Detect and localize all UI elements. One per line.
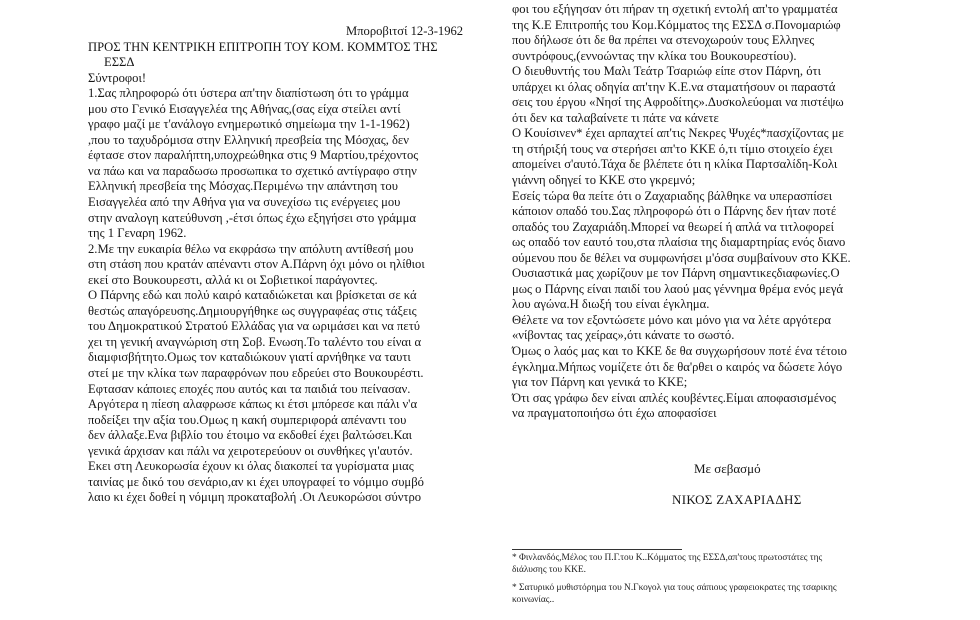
text-line: Ο Πάρνης εδώ και πολύ καιρό καταδιώκεται και βρίσκεται σε κά — [88, 288, 417, 303]
text-line: Θέλετε να τον εξοντώσετε μόνο και μόνο για να λέτε αργότερα — [512, 312, 832, 327]
text-line: υπάρχει κι όλας οδηγία απ'την Κ.Ε.να σταματήσουν οι παραστά — [512, 79, 836, 94]
text-line: ως οπαδό τον εαυτό του,στα πλαίσια της διαμαρτηρίας ενός διανο — [512, 235, 846, 250]
text-line: χει τη γενική αναγνώριση στη Σοβ. Ενωση.Το ταλέντο του είναι α — [88, 334, 422, 349]
text-line: ότι δεν κα ταλαβαίνετε τι πάτε να κάνετε — [512, 110, 719, 125]
closing-phrase: Με σεβασμό — [694, 461, 761, 476]
text-line: ούμενου που δε θέλει να συμφωνήσει μ'όσα συμβαίνουν στο ΚΚΕ. — [512, 250, 851, 265]
footnote-line: διάλυσης του ΚΚΕ. — [512, 565, 586, 575]
text-line: Ελληνική πρεσβεία της Μόσχας.Περιμένω την απάντηση του — [88, 179, 398, 194]
text-line: Εφτασαν κάποιες εποχές που αυτός και τα παιδιά του πείνασαν. — [88, 381, 411, 396]
right-column — [512, 2, 920, 422]
text-line: Εισαγγελέα από την Αθήνα για να συνεχίσω τις ενέργειες μου — [88, 195, 401, 210]
text-line: της 1 Γεναρη 1962. — [88, 226, 187, 241]
text-line: απομείνει σ'αυτό.Τάχα δε βλέπετε ότι η κλίκα Παρτσαλίδη-Κολι — [512, 157, 838, 172]
text-line: Ο Κουίσινεν* έχει αρπαχτεί απ'τις Νεκρες Ψυχές*πασχίζοντας με — [512, 126, 844, 141]
signature: ΝΙΚΟΣ ΖΑΧΑΡΙΑΔΗΣ — [672, 492, 802, 507]
footnote-line: κοινωνίας.. — [512, 595, 555, 605]
text-line: που δήλωσε ότι δε θα πρέπει να στενοχωρούν τους Ελληνες — [512, 33, 815, 48]
text-line: τη στήριξή τους να στερήσει απ'το ΚΚΕ ό,τι τίμιο στοιχείο έχει — [512, 141, 833, 156]
letter-date: Μποροβιτσί 12-3-1962 — [346, 24, 464, 38]
text-line: μως ο Πάρνης είναι παιδί του λαού μας γέννημα θρέμα ενός μεγά — [512, 281, 843, 296]
footnote-2 — [512, 582, 837, 606]
text-line: θεστώς απαγόρευσης.Δημιουργήθηκε ως συγγραφέας στις τάξεις — [88, 303, 417, 318]
text-line: Εκει στη Λευκορωσία έχουν κι όλας διακοπεί τα γυρίσματα μιας — [88, 459, 414, 474]
letter-recipient-line: ΕΣΣΔ — [104, 55, 135, 70]
text-line: της Κ.Ε Επιτροπής του Κομ.Κόμματος της ΕΣΣΔ σ.Πονομαριώφ — [512, 17, 841, 32]
footnote-line: * Φινλανδός,Μέλος του Π.Γ.του Κ..Κόμματος της ΕΣΣΔ,απ'τους πρωτοστάτες της — [512, 553, 823, 563]
text-line: Όμως ο λαός μας και το ΚΚΕ δε θα συγχωρήσουν ποτέ ένα τέτοιο — [512, 344, 847, 359]
text-line: για τον Πάρνη και γενικά το ΚΚΕ; — [512, 375, 688, 390]
text-line: ταινίας με δικό του σενάριο,αν κι έχει υπογραφεί το νόμιμο συμβό — [88, 474, 424, 489]
text-line: Ο διευθυντής του Μαλι Τεάτρ Τσαριώφ είπε στον Πάρνη, ότι — [512, 64, 821, 79]
text-line: να πάω και να παραδωσω προσωπικα το σχετικό αντίγραφο στην — [88, 163, 417, 178]
letter-recipient-line: ΠΡΟΣ ΤΗΝ ΚΕΝΤΡΙΚΗ ΕΠΙΤΡΟΠΗ ΤΟΥ ΚΟΜ. ΚΟΜΜΤΟΣ ΤΗΣ — [88, 39, 438, 54]
text-line: λου αγώνα.Η διωξή του είναι έγκλημα. — [512, 297, 710, 312]
text-line: δεν άλλαξε.Ενα βιβλίο του έτοιμο να εκδοθεί έχει βαλτώσει.Και — [88, 428, 413, 443]
text-line: 2.Με την ευκαιρία θέλω να εκφράσω την απόλυτη αντίθεσή μου — [88, 241, 414, 256]
text-line: Εσείς τώρα θα πείτε ότι ο Ζαχαριαδης βάλθηκε να υπερασπίσει — [512, 188, 833, 203]
text-line: μου στο Γενικό Εισαγγελέα της Αθήνας,(σας είχα στείλει αντί — [88, 101, 401, 116]
text-line: ποδείξει την αξία του.Ομως η κακή συμπεριφορά απέναντι του — [88, 412, 407, 427]
text-line: γενικά άρχισαν και πάλι να χειροτερεύουν οι συνθήκες γι'αυτόν. — [88, 443, 413, 458]
text-line: να πραγματοποιήσω ότι έχω αποφασίσει — [512, 406, 717, 421]
text-line: εκεί στο Βουκουρεστι, αλλά κι οι Σοβιετικοί παράγοντες. — [88, 272, 378, 287]
text-line: «νίβοντας τας χείρας»,ότι κάνατε το σωστό. — [512, 328, 735, 343]
text-line: Ότι σας γράφω δεν είναι απλές κουβέντες.Είμαι αποφασισμένος — [512, 390, 836, 405]
text-line: έφτασε στον παραλήπτη,υποχρεώθηκα στις 9 Μαρτίου,τρέχοντος — [88, 148, 419, 163]
text-line: κάποιον οπαδό του.Σας πληροφορώ ότι ο Πάρνης δεν ήταν ποτέ — [512, 204, 837, 219]
text-line: οπαδός του Ζαχαριάδη.Μπορεί να θεωρεί ή απλά να τιτλοφορεί — [512, 219, 835, 234]
text-line: του Δημοκρατικού Στρατού Ελλάδας για να ωριμάσει και να πετύ — [88, 319, 420, 334]
footnote-divider — [512, 549, 682, 550]
text-line: έγκλημα.Μήπως νομίζετε ότι δε θα'ρθει ο καιρός να δώσετε λόγο — [512, 359, 843, 374]
footnote-line: * Σατυρικό μυθιστόρημα του Ν.Γκογολ για τους σάπιους γραφειοκρατες της τσαρικης — [512, 583, 837, 593]
text-line: σεις του έργου «Νησί της Αφροδίτης».Δυσκολεύομαι να πιστέψω — [512, 95, 844, 110]
text-line: Αργότερα η πίεση αλαφρωσε κάπως κι έτσι μπόρεσε και πάλι ν'α — [88, 397, 418, 412]
left-column — [88, 24, 480, 506]
text-line: στην αναλογη κατεύθυνση ,-έτσι όπως έχω εξηγήσει στο γράμμα — [88, 210, 417, 225]
text-line: Ουσιαστικά μας χωρίζουν με τον Πάρνη σημαντικεςδιαφωνίες.Ο — [512, 266, 840, 281]
text-line: ,που το ταχυδρόμισα στην Ελληνική πρεσβεία της Μόσχας, δεν — [88, 132, 409, 147]
text-line: 1.Σας πληροφορώ ότι ύστερα απ'την διαπίστωση ότι το γράμμα — [88, 86, 409, 101]
text-line: γιάννη οδηγεί το ΚΚΕ στο γκρεμνό; — [512, 173, 696, 188]
text-line: λαιο κι έχει δοθεί η νόμιμη προκαταβολή .Οι Λευκορώσοι σύντρο — [88, 490, 422, 505]
text-line: συντρόφους,(εννοώντας την κλίκα του Βουκουρεστίου). — [512, 48, 797, 63]
text-line: διαμφισβήτητο.Ομως τον καταδιώκουν γιατί αρνήθηκε να ταυτι — [88, 350, 411, 365]
text-line: στεί με την κλίκα των παραφρόνων που εδρεύει στο Βουκουρέστι. — [88, 366, 424, 381]
footnote-1 — [512, 552, 822, 576]
text-line: φοι του εξήγησαν ότι πήραν τη σχετική εντολή απ'το γραμματέα — [512, 2, 838, 16]
text-line: γραφο μαζί με τ'ανάλογο ενημερωτικό σημείωμα την 1-1-1962) — [88, 117, 410, 132]
salutation: Σύντροφοι! — [88, 70, 147, 85]
text-line: στη στάση που κρατάν απέναντι στον Α.Πάρνη όχι μόνο οι ηλίθιοι — [88, 257, 425, 272]
